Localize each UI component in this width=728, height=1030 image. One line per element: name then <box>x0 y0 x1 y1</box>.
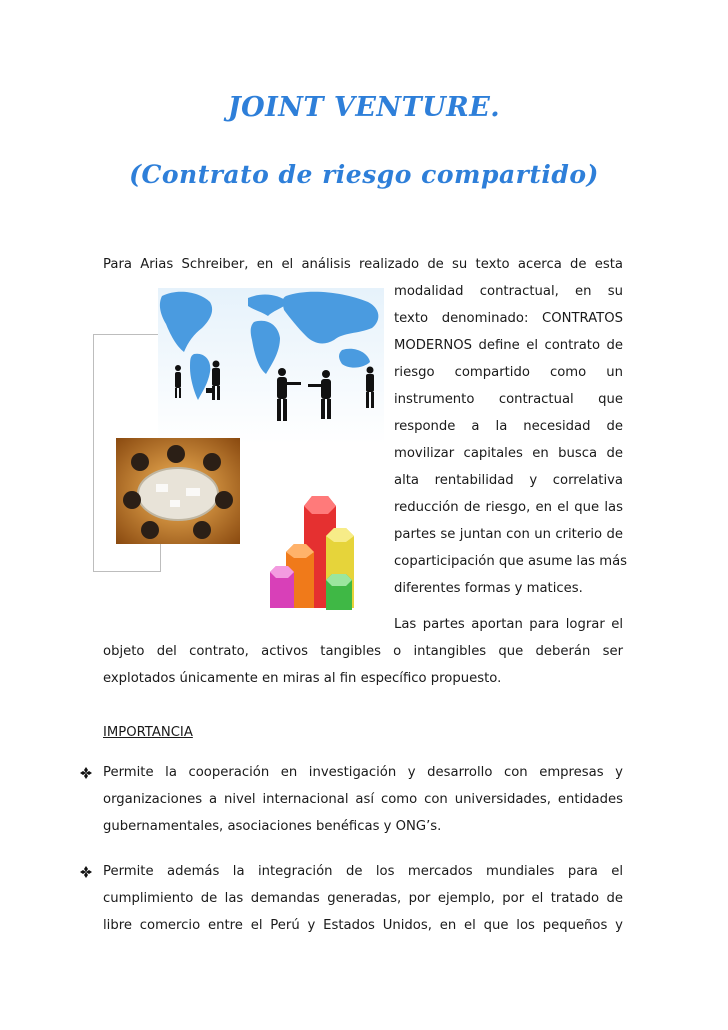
paragraph-line: coparticipación que asume las más <box>394 554 628 569</box>
paragraph-line: explotados únicamente en miras al fin específico propuesto. <box>103 671 502 686</box>
paragraph-line: movilizar capitales en busca de <box>394 446 623 461</box>
bar-chart-graphic <box>266 488 368 618</box>
paragraph-line: partes se juntan con un criterio de <box>394 527 623 542</box>
paragraph-line: diferentes formas y matices. <box>394 581 583 596</box>
paragraph-line: responde a la necesidad de <box>394 419 623 434</box>
bullet-line: Permite la cooperación en investigación y desarrollo con empresas y <box>103 765 623 780</box>
bullet-line: cumplimiento de las demandas generadas, por ejemplo, por el tratado de <box>103 891 623 906</box>
paragraph-line: modalidad contractual, en su <box>394 284 623 299</box>
document-title: JOINT VENTURE. <box>227 92 501 123</box>
business-meeting-image <box>116 438 240 544</box>
paragraph-line: Para Arias Schreiber, en el análisis realizado de su texto acerca de esta <box>103 257 623 272</box>
paragraph-line: texto denominado: CONTRATOS <box>394 311 623 326</box>
bullet-line: libre comercio entre el Perú y Estados Unidos, en el que los pequeños y <box>103 918 623 933</box>
paragraph-line: objeto del contrato, activos tangibles o intangibles que deberán ser <box>103 644 623 659</box>
paragraph-line: riesgo compartido como un <box>394 365 623 380</box>
bullet-line: Permite además la integración de los mercados mundiales para el <box>103 864 623 879</box>
bullet-line: gubernamentales, asociaciones benéficas y ONG’s. <box>103 819 442 834</box>
paragraph-line: MODERNOS define el contrato de <box>394 338 623 353</box>
diamond-bullet-icon <box>79 865 93 879</box>
document-subtitle: (Contrato de riesgo compartido) <box>129 160 599 189</box>
paragraph-line: alta rentabilidad y correlativa <box>394 473 623 488</box>
world-map-business-image <box>158 288 384 444</box>
bullet-line: organizaciones a nivel internacional así como con universidades, entidades <box>103 792 623 807</box>
diamond-bullet-icon <box>79 766 93 780</box>
paragraph-line: instrumento contractual que <box>394 392 623 407</box>
paragraph-line: reducción de riesgo, en el que las <box>394 500 623 515</box>
section-heading: IMPORTANCIA <box>103 725 193 740</box>
paragraph-line: Las partes aportan para lograr el <box>394 617 623 632</box>
